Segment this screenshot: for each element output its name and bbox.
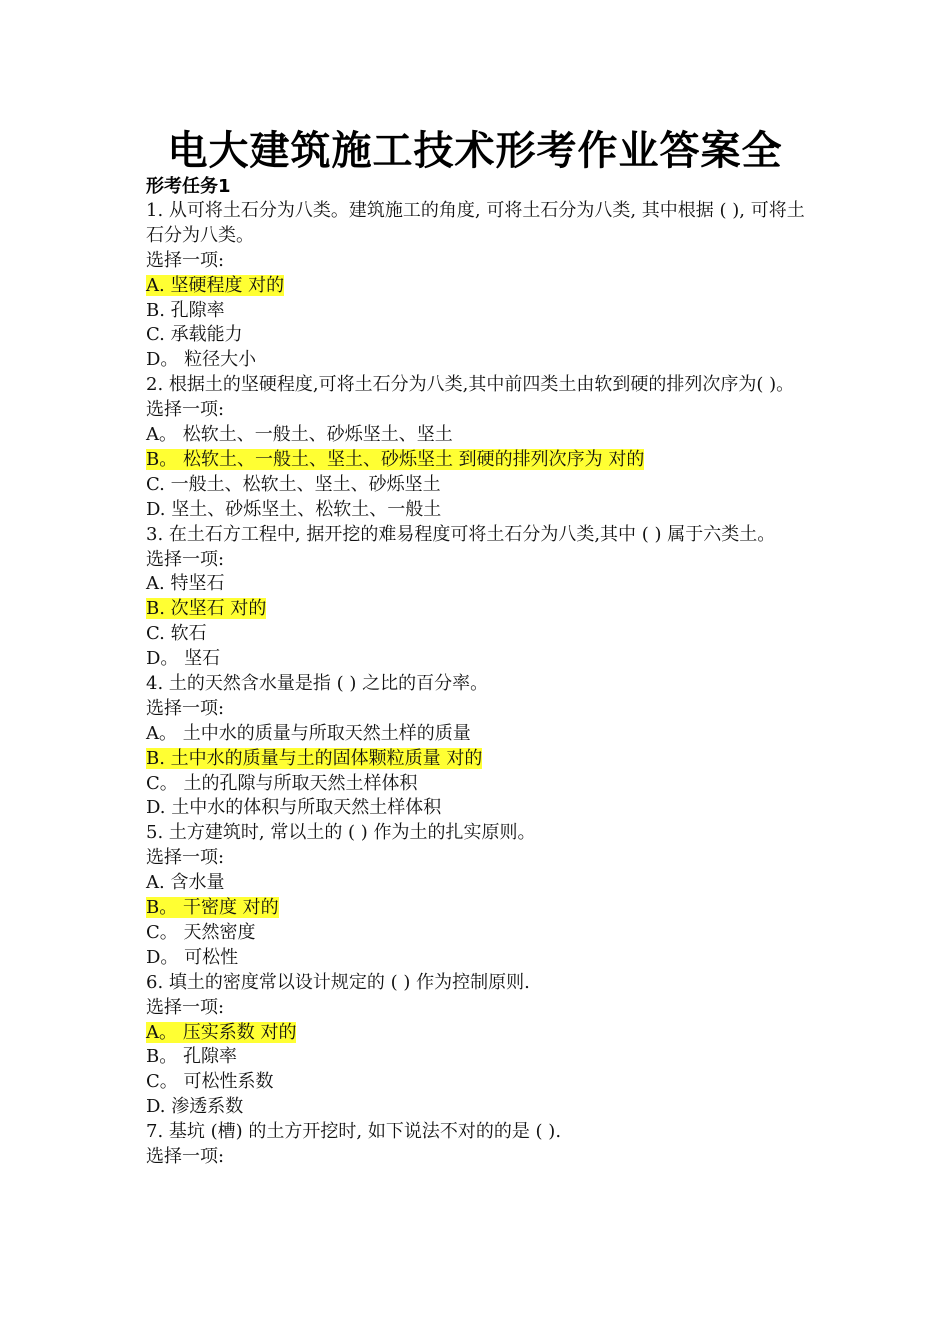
option-d: D. 渗透系数 — [146, 1096, 244, 1118]
option-d: D。 可松性 — [146, 946, 239, 968]
option-c: C。 土的孔隙与所取天然土样体积 — [146, 772, 418, 794]
option-c: C. 一般土、松软土、坚土、砂烁坚土 — [146, 473, 441, 495]
option-a — [146, 274, 818, 299]
option-d: D. 坚土、砂烁坚土、松软土、一般土 — [146, 498, 442, 520]
correct-answer-highlight: B. 土中水的质量与土的固体颗粒质量 对的 — [146, 747, 483, 769]
prompt-label: 选择一项: — [146, 996, 225, 1018]
correct-answer-highlight: B. 次坚石 对的 — [146, 598, 267, 620]
option-b — [146, 896, 818, 921]
option-d: D。 坚石 — [146, 648, 221, 670]
option-b: B。 孔隙率 — [146, 1046, 237, 1068]
correct-answer-highlight: A. 坚硬程度 对的 — [146, 274, 285, 296]
question-text: 2. 根据土的坚硬程度,可将土石分为八类,其中前四类土由软到硬的排列次序为( )。 — [146, 374, 795, 396]
option-c: C。 天然密度 — [146, 921, 256, 943]
option-a: A。 松软土、一般土、砂烁坚土、坚土 — [146, 424, 453, 446]
option-a — [146, 1021, 818, 1046]
prompt-label: 选择一项: — [146, 847, 225, 869]
option-c: C. 承载能力 — [146, 324, 243, 346]
correct-answer-highlight: A。 压实系数 对的 — [146, 1021, 297, 1043]
option-b: B. 孔隙率 — [146, 299, 225, 321]
section-heading: 形考任务1 — [146, 176, 231, 197]
option-b — [146, 597, 818, 622]
question-text: 6. 填土的密度常以设计规定的 ( ) 作为控制原则. — [146, 971, 530, 993]
correct-answer-highlight: B。 松软土、一般土、坚土、砂烁坚土 到硬的排列次序为 对的 — [146, 448, 645, 470]
question-block — [146, 199, 818, 373]
option-a: A。 土中水的质量与所取天然土样的质量 — [146, 722, 471, 744]
question-block — [146, 821, 818, 970]
option-a: A. 含水量 — [146, 872, 225, 894]
option-c: C。 可松性系数 — [146, 1071, 274, 1093]
question-block — [146, 523, 818, 672]
question-block — [146, 373, 818, 522]
question-text: 4. 土的天然含水量是指 ( ) 之比的百分率。 — [146, 672, 489, 694]
question-text: 1. 从可将土石分为八类。建筑施工的角度, 可将土石分为八类, 其中根据 ( ), 可将土石分为八类。 — [146, 200, 805, 246]
prompt-label: 选择一项: — [146, 1145, 225, 1167]
question-block — [146, 672, 818, 821]
option-c: C. 软石 — [146, 623, 207, 645]
prompt-label: 选择一项: — [146, 249, 225, 271]
option-b — [146, 747, 818, 772]
option-d: D. 土中水的体积与所取天然土样体积 — [146, 797, 442, 819]
option-d: D。 粒径大小 — [146, 349, 257, 371]
question-list — [146, 199, 818, 1170]
document-title: 电大建筑施工技术形考作业答案全 — [167, 128, 783, 174]
question-block — [146, 971, 818, 1120]
question-block — [146, 1120, 818, 1170]
option-b — [146, 448, 818, 473]
prompt-label: 选择一项: — [146, 548, 225, 570]
question-text: 7. 基坑 (槽) 的土方开挖时, 如下说法不对的的是 ( ). — [146, 1121, 562, 1143]
question-text: 3. 在土石方工程中, 据开挖的难易程度可将土石分为八类,其中 ( ) 属于六类土。 — [146, 523, 776, 545]
option-a: A. 特坚石 — [146, 573, 225, 595]
question-text: 5. 土方建筑时, 常以土的 ( ) 作为土的扎实原则。 — [146, 822, 536, 844]
prompt-label: 选择一项: — [146, 399, 225, 421]
prompt-label: 选择一项: — [146, 697, 225, 719]
correct-answer-highlight: B。 干密度 对的 — [146, 897, 279, 919]
